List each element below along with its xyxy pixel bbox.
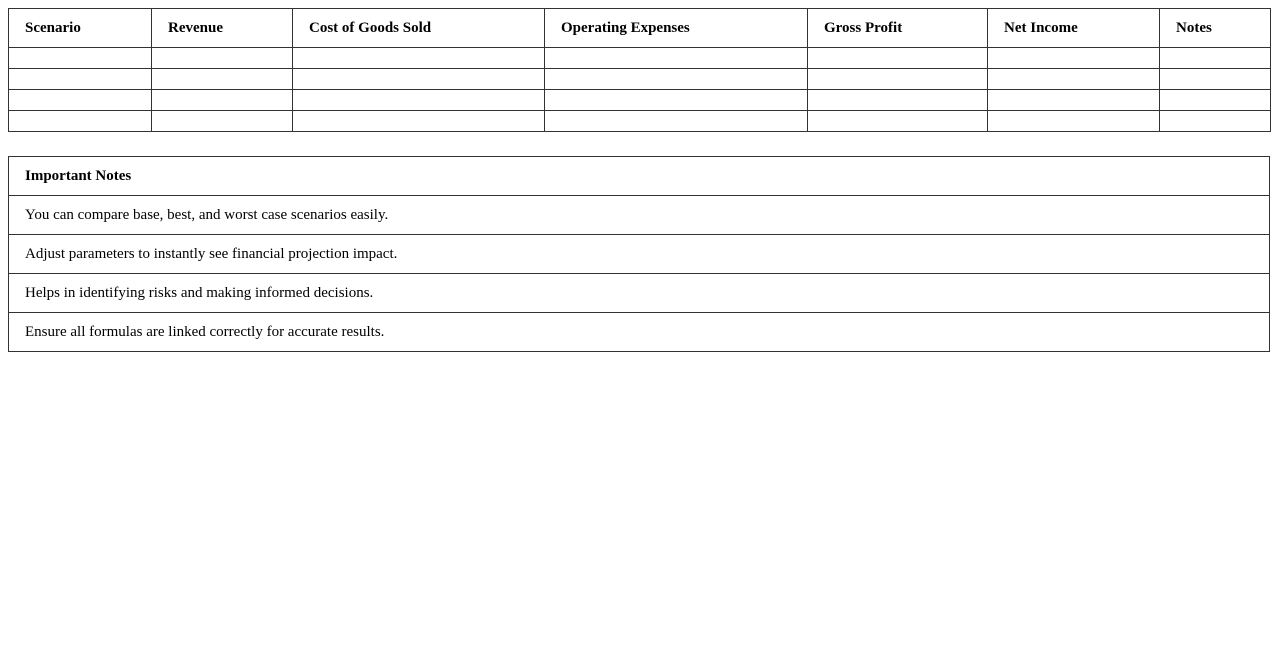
header-net-income: Net Income (988, 9, 1160, 48)
table-cell[interactable] (293, 48, 545, 69)
table-cell[interactable] (152, 69, 293, 90)
note-item: You can compare base, best, and worst case scenarios easily. (9, 196, 1270, 235)
table-cell[interactable] (9, 48, 152, 69)
note-item: Adjust parameters to instantly see financial projection impact. (9, 235, 1270, 274)
table-cell[interactable] (1160, 90, 1271, 111)
table-cell[interactable] (152, 90, 293, 111)
table-row (9, 69, 1271, 90)
table-cell[interactable] (545, 111, 808, 132)
table-cell[interactable] (293, 111, 545, 132)
note-row (9, 274, 1270, 313)
note-row (9, 313, 1270, 352)
table-cell[interactable] (545, 48, 808, 69)
important-notes-table (8, 156, 1270, 352)
note-item: Helps in identifying risks and making informed decisions. (9, 274, 1270, 313)
table-cell[interactable] (988, 69, 1160, 90)
header-operating-expenses: Operating Expenses (545, 9, 808, 48)
table-row (9, 90, 1271, 111)
notes-heading: Important Notes (9, 157, 1270, 196)
table-cell[interactable] (152, 48, 293, 69)
table-cell[interactable] (1160, 69, 1271, 90)
table-row (9, 48, 1271, 69)
table-cell[interactable] (293, 90, 545, 111)
table-cell[interactable] (545, 90, 808, 111)
table-cell[interactable] (988, 111, 1160, 132)
note-row (9, 235, 1270, 274)
header-cost-of-goods-sold: Cost of Goods Sold (293, 9, 545, 48)
table-cell[interactable] (808, 111, 988, 132)
table-cell[interactable] (9, 111, 152, 132)
table-cell[interactable] (988, 48, 1160, 69)
header-notes: Notes (1160, 9, 1271, 48)
note-item: Ensure all formulas are linked correctly for accurate results. (9, 313, 1270, 352)
table-cell[interactable] (808, 69, 988, 90)
table-cell[interactable] (988, 90, 1160, 111)
table-cell[interactable] (293, 69, 545, 90)
table-cell[interactable] (9, 69, 152, 90)
table-cell[interactable] (545, 69, 808, 90)
table-cell[interactable] (152, 111, 293, 132)
note-row (9, 196, 1270, 235)
notes-header-row (9, 157, 1270, 196)
scenario-table (8, 8, 1271, 132)
table-cell[interactable] (808, 90, 988, 111)
table-row (9, 111, 1271, 132)
table-cell[interactable] (1160, 48, 1271, 69)
table-cell[interactable] (808, 48, 988, 69)
table-cell[interactable] (1160, 111, 1271, 132)
header-revenue: Revenue (152, 9, 293, 48)
table-cell[interactable] (9, 90, 152, 111)
header-scenario: Scenario (9, 9, 152, 48)
header-row (9, 9, 1271, 48)
header-gross-profit: Gross Profit (808, 9, 988, 48)
